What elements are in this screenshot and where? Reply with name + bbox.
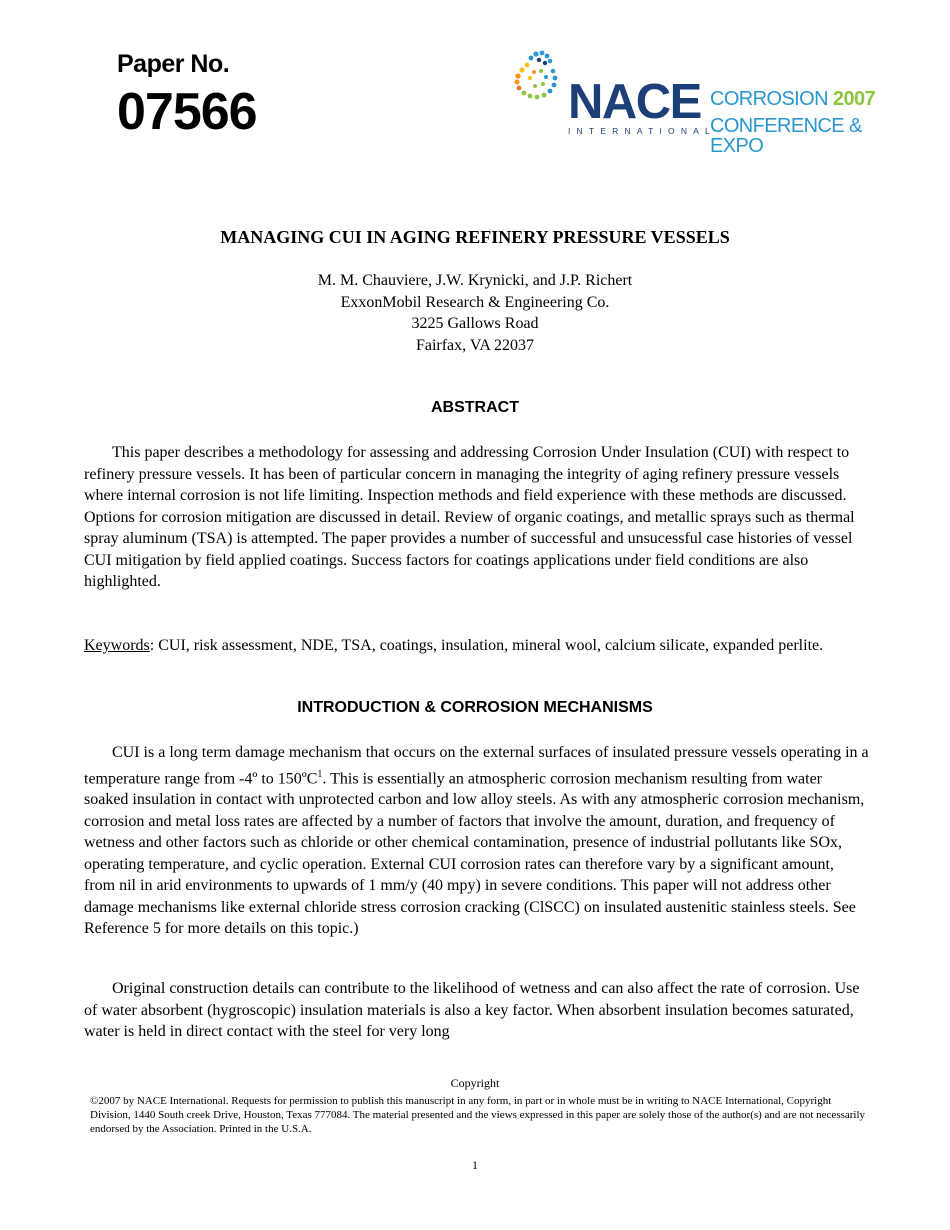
intro-p1-text-a: CUI is a long term damage mechanism that occurs on the external surfaces of insulated pressure vessels operating in a temperature range from -4º to 150ºC xyxy=(84,744,869,787)
copyright-notice: ©2007 by NACE International. Requests for permission to publish this manuscript in any form, in part or in whole must be in writing to NACE International, Copyright Division, 1440 South creek Drive, Houston, Texas 777084. The material presented and the views expressed in this paper are solely those of the author(s) and are not necessarily endorsed by the Association. Printed in the U.S.A. xyxy=(90,1095,866,1135)
conference-name xyxy=(710,89,875,109)
intro-p1-text-b: . This is essentially an atmospheric corrosion mechanism resulting from water soaked insulation in contact with unprotected carbon and low alloy steels. As with any atmospheric corrosion mechanism, corrosion and metal loss rates are affected by a number of factors that involve the amount, duration, and frequency of wetness and other factors such as chloride or other chemical contamination, presence of industrial pollutants like SOx, operating temperature, and cyclic operation. External CUI corrosion rates can therefore vary by a significant amount, from nil in arid environments to upwards of 1 mm/y (40 mpy) in severe conditions. This paper will not address other damage mechanisms like external chloride stress corrosion cracking (ClSCC) on insulated austenitic stainless steels. See Reference 5 for more details on this topic.) xyxy=(84,769,865,938)
page-number: 1 xyxy=(472,1158,478,1172)
reference-superscript: 1 xyxy=(317,768,323,780)
nace-swirl-icon xyxy=(510,48,570,118)
introduction-heading: INTRODUCTION & CORROSION MECHANISMS xyxy=(297,699,653,716)
author-names: M. M. Chauviere, J.W. Krynicki, and J.P. Richert xyxy=(317,272,633,289)
author-block xyxy=(0,270,950,356)
keywords-text: : CUI, risk assessment, NDE, TSA, coatings, insulation, mineral wool, calcium silicate, expanded perlite. xyxy=(149,637,824,654)
conference-year: 2007 xyxy=(832,88,876,110)
conference-subtitle: CONFERENCE & EXPO xyxy=(710,115,862,157)
keywords-label: Keywords xyxy=(84,637,150,654)
abstract-heading: ABSTRACT xyxy=(431,399,519,416)
author-street: 3225 Gallows Road xyxy=(411,315,539,332)
keywords xyxy=(84,635,869,657)
paper-number-label: Paper No. xyxy=(117,50,230,78)
abstract-body: This paper describes a methodology for assessing and addressing Corrosion Under Insulation (CUI) with respect to refinery pressure vessels. It has been of particular concern in managing the integrity of aging refinery pressure vessels where internal corrosion is not life limiting. Inspection methods and field experience with these methods are discussed. Options for corrosion mitigation are discussed in detail. Review of organic coatings, and metallic sprays such as thermal spray aluminum (TSA) is attempted. The paper provides a number of successful and unsucessful case histories of vessel CUI mitigation by field applied coatings. Success factors for coatings applications under field conditions are also highlighted. xyxy=(84,444,855,590)
nace-subtitle: INTERNATIONAL xyxy=(568,126,716,136)
paper-title: MANAGING CUI IN AGING REFINERY PRESSURE VESSELS xyxy=(220,227,730,247)
nace-conference-logo xyxy=(510,48,910,157)
introduction-paragraph-1 xyxy=(84,742,869,940)
paper-number: 07566 xyxy=(117,83,257,141)
introduction-paragraph-2: Original construction details can contribute to the likelihood of wetness and can also affect the rate of corrosion. Use of water absorbent (hygroscopic) insulation materials is also a key factor. When absorbent insulation becomes saturated, water is held in direct contact with the steel for very long xyxy=(84,980,860,1040)
author-city: Fairfax, VA 22037 xyxy=(415,336,535,354)
conference-line1: CORROSION xyxy=(710,88,828,110)
nace-wordmark: NACE xyxy=(568,75,701,129)
author-affiliation: ExxonMobil Research & Engineering Co. xyxy=(340,293,610,311)
copyright-title: Copyright xyxy=(450,1076,500,1090)
